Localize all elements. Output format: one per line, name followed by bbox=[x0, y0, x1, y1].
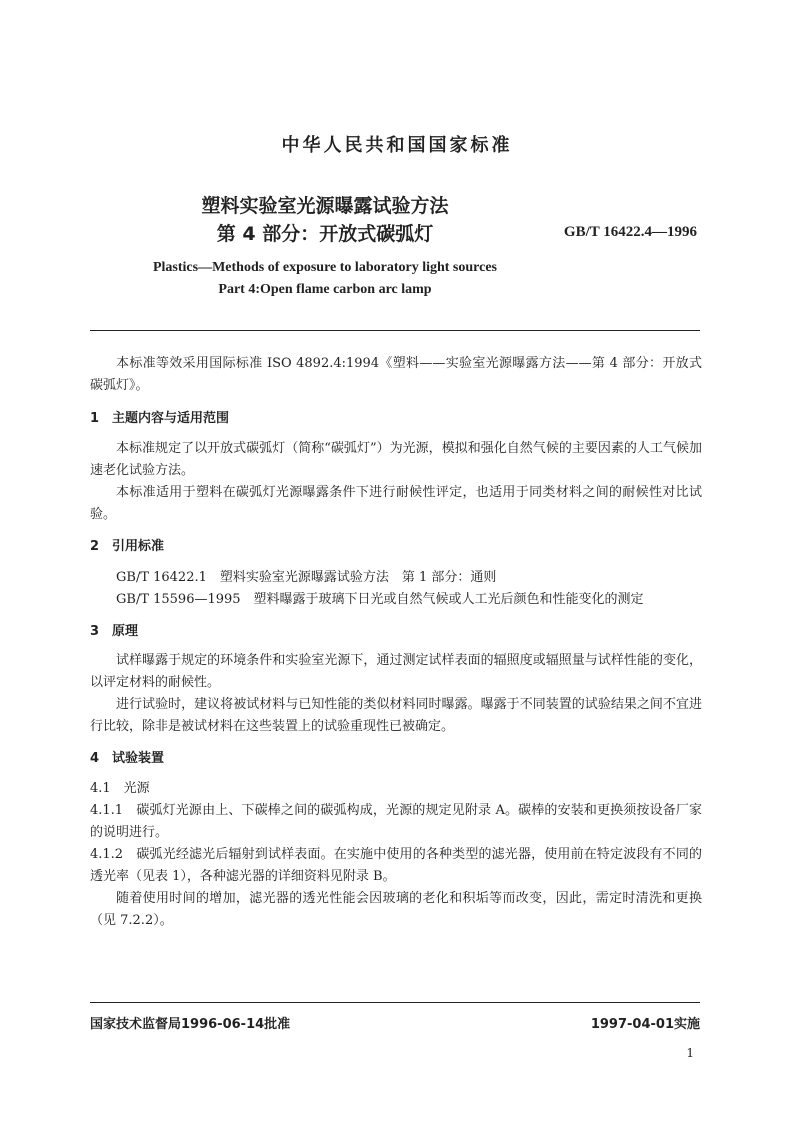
header-divider bbox=[90, 330, 700, 331]
implementation-date: 1997-04-01实施 bbox=[590, 1017, 700, 1032]
section-3-paragraph-1: 试样曝露于规定的环境条件和实验室光源下，通过测定试样表面的辐照度或辐照量与试样性能的变化，以评定材料的耐候性。 bbox=[90, 653, 702, 690]
section-2-heading bbox=[90, 535, 164, 554]
page-number: 1 bbox=[686, 1046, 694, 1060]
section-3-paragraph-2: 进行试验时，建议将被试材料与已知性能的类似材料同时曝露。曝露于不同装置的试验结果之间不宜进行比较，除非是被试材料在这些装置上的试验重现性已被确定。 bbox=[90, 697, 702, 734]
section-1-paragraph-1: 本标准规定了以开放式碳弧灯（简称“碳弧灯”）为光源，模拟和强化自然气候的主要因素的人工气候加速老化试验方法。 bbox=[90, 441, 702, 478]
subsection-4-1-heading: 4.1 光源 bbox=[90, 781, 150, 796]
section-4-heading bbox=[90, 747, 164, 766]
section-1-number: 1 bbox=[90, 411, 100, 426]
section-2-number: 2 bbox=[90, 539, 100, 554]
national-standard-heading: 中华人民共和国国家标准 bbox=[281, 135, 513, 156]
section-4-title: 试验装置 bbox=[112, 751, 165, 766]
approval-date: 国家技术监督局1996-06-14批准 bbox=[90, 1017, 291, 1032]
reference-item-2: GB/T 15596—1995 塑料曝露于玻璃下日光或自然气候或人工光后颜色和性能变化的测定 bbox=[116, 592, 644, 607]
section-1-title: 主题内容与适用范围 bbox=[112, 411, 230, 426]
section-3-title: 原理 bbox=[112, 624, 139, 639]
footer-divider bbox=[90, 1002, 700, 1003]
document-title-cn-line2: 第 4 部分：开放式碳弧灯 bbox=[216, 223, 434, 245]
intro-paragraph: 本标准等效采用国际标准 ISO 4892.4:1994《塑料——实验室光源曝露方法——第 4 部分：开放式碳弧灯》。 bbox=[90, 356, 702, 393]
clause-4-1-2-continuation: 随着使用时间的增加，滤光器的透光性能会因玻璃的老化和积垢等而改变，因此，需定时清洗和更换（见 7.2.2）。 bbox=[90, 891, 702, 928]
section-3-heading bbox=[90, 620, 138, 639]
standard-number: GB/T 16422.4—1996 bbox=[563, 224, 697, 240]
section-3-number: 3 bbox=[90, 624, 100, 639]
section-4-number: 4 bbox=[90, 751, 100, 766]
document-title-en-line1: Plastics—Methods of exposure to laboratory light sources bbox=[152, 260, 497, 275]
document-title-cn-line1: 塑料实验室光源曝露试验方法 bbox=[201, 195, 449, 217]
clause-4-1-1: 4.1.1 碳弧灯光源由上、下碳棒之间的碳弧构成，光源的规定见附录 A。碳棒的安装和更换须按设备厂家的说明进行。 bbox=[90, 803, 702, 840]
section-1-heading bbox=[90, 407, 229, 426]
section-2-title: 引用标准 bbox=[112, 539, 165, 554]
section-1-paragraph-2: 本标准适用于塑料在碳弧灯光源曝露条件下进行耐候性评定，也适用于同类材料之间的耐候性对比试验。 bbox=[90, 485, 702, 522]
clause-4-1-2: 4.1.2 碳弧光经滤光后辐射到试样表面。在实施中使用的各种类型的滤光器，使用前在特定波段有不同的透光率（见表 1），各种滤光器的详细资料见附录 B。 bbox=[90, 847, 702, 884]
document-title-en-line2: Part 4:Open flame carbon arc lamp bbox=[218, 282, 432, 297]
reference-item-1: GB/T 16422.1 塑料实验室光源曝露试验方法 第 1 部分：通则 bbox=[116, 570, 497, 585]
